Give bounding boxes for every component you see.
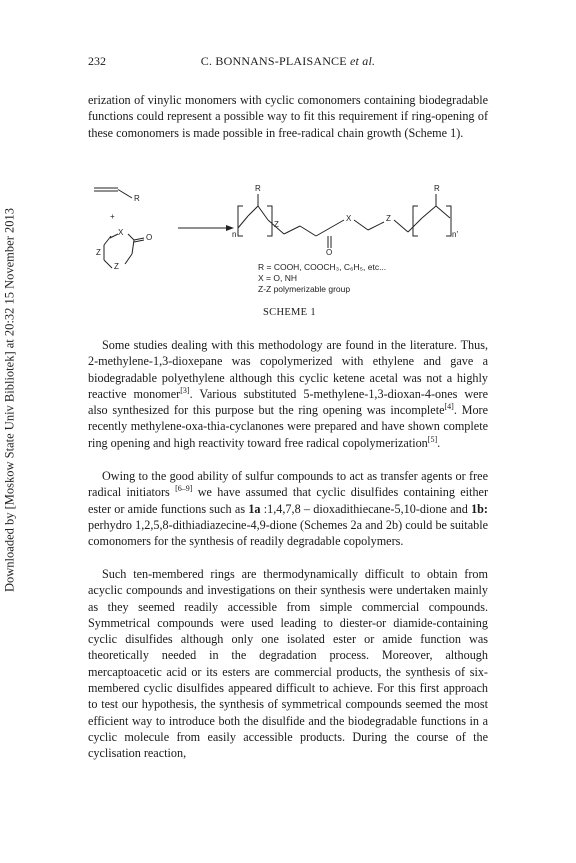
- scheme-atom-z-ring-bottom: Z: [114, 262, 119, 271]
- paragraph-hypothesis: [88, 468, 488, 549]
- paragraph-text: Owing to the good ability of sulfur compounds to act as transfer agents or free radical initiators: [88, 469, 488, 500]
- paragraph-text: perhydro 1,2,5,8-dithiadiazecine-4,9-dione (Schemes 2a and 2b) could be suitable comonomers for the synthesis of readily degradable copolymers.: [88, 517, 488, 549]
- citation-ref: [4]: [444, 402, 454, 412]
- scheme-1: [88, 176, 488, 326]
- compound-label-1b: 1b:: [471, 501, 488, 516]
- scheme-subscript-n-prime: n': [452, 230, 458, 239]
- running-head-etal: et al.: [350, 54, 376, 68]
- download-watermark: [2, 140, 18, 660]
- scheme-1-structure: [88, 176, 488, 326]
- page-number: 232: [88, 54, 106, 68]
- citation-ref: [3]: [180, 385, 190, 395]
- scheme-atom-o-chain: O: [326, 248, 333, 257]
- scheme-atom-x-chain: X: [346, 214, 352, 223]
- citation-ref: [5]: [427, 434, 438, 444]
- scheme-plus: +: [110, 212, 115, 221]
- scheme-legend-line: X = O, NH: [258, 273, 297, 283]
- paragraph-intro: erization of vinylic monomers with cyclic comonomers containing biodegradable functions could represent a possible way to fit this requirement if ring-opening of these comonomers is made possible in free-radical chain growth (Scheme 1).: [88, 93, 488, 140]
- scheme-atom-r-monomer: R: [134, 194, 140, 203]
- scheme-legend: [258, 262, 386, 295]
- citation-ref: [6–9]: [175, 484, 193, 494]
- compound-label-1a: 1a: [248, 501, 261, 516]
- paragraph-text: .: [437, 435, 441, 450]
- paragraph-text: Some studies dealing with this methodology are found in the literature. Thus, 2-methylene-1,3-dioxepane was copolymerized with ethylene and gave a biodegradable polyethylene although this cyclic ketene acetal was not a highly reactive monomer: [88, 338, 488, 401]
- paragraph-literature: [88, 337, 488, 451]
- scheme-atom-z-chain: Z: [274, 220, 279, 229]
- paragraph-text: :1,4,7,8 – dioxadithiecane-5,10-dione and: [260, 501, 472, 516]
- paragraph-text: . Various substituted 5-methylene-1,3-dioxan-4-ones were also synthesized for this purpose but the ring opening was incomplete: [88, 386, 488, 418]
- scheme-atom-z-chain2: Z: [386, 214, 391, 223]
- paragraph-text: . More recently methylene-oxa-thia-cyclanones were prepared and have shown complete ring opening and high reactivity toward free radical copolymerization: [88, 403, 489, 450]
- download-note: Downloaded by [Moskow State Univ Bibliotek] at 20:32 15 November 2013: [2, 208, 17, 592]
- scheme-atom-r-chain2: R: [434, 184, 440, 193]
- paragraph-synthesis: Such ten-membered rings are thermodynamically difficult to obtain from acyclic compounds and investigations on their synthesis were undertaken mainly as they seemed readily accessible from simple commercial compounds. Symmetrical compounds were used leading to diester-or diamide-containing cyclic disulfides although only one isolated ester or amide function was theoretically needed in the degradation process. Moreover, although mercaptoacetic acid or its esters are commercial products, the synthesis of six-membered cyclic disulfides appeared difficult to achieve. For this first approach to test our hypothesis, the synthesis of symmetrical compounds seemed the most efficient way to introduce both the disulfide and the biodegradable functions in a cyclic molecule from easily accessible products. During the course of the cyclisation reaction,: [88, 567, 488, 761]
- scheme-subscript-n: n: [232, 230, 237, 239]
- scheme-atom-r-chain1: R: [255, 184, 261, 193]
- scheme-legend-line: R = COOH, COOCH₃, C₆H₅, etc...: [258, 262, 387, 272]
- running-head-author: C. BONNANS-PLAISANCE: [200, 54, 347, 68]
- scheme-legend-line: Z-Z polymerizable group: [258, 284, 351, 294]
- scheme-atom-z-ring-top: Z: [96, 248, 101, 257]
- scheme-caption: SCHEME 1: [263, 307, 316, 318]
- paragraph-text: we have assumed that cyclic disulfides containing either ester or amide functions such as: [88, 485, 488, 516]
- scheme-atom-x-ring: X: [118, 228, 124, 237]
- scheme-atom-o-ring: O: [146, 233, 153, 242]
- running-head: [88, 54, 488, 69]
